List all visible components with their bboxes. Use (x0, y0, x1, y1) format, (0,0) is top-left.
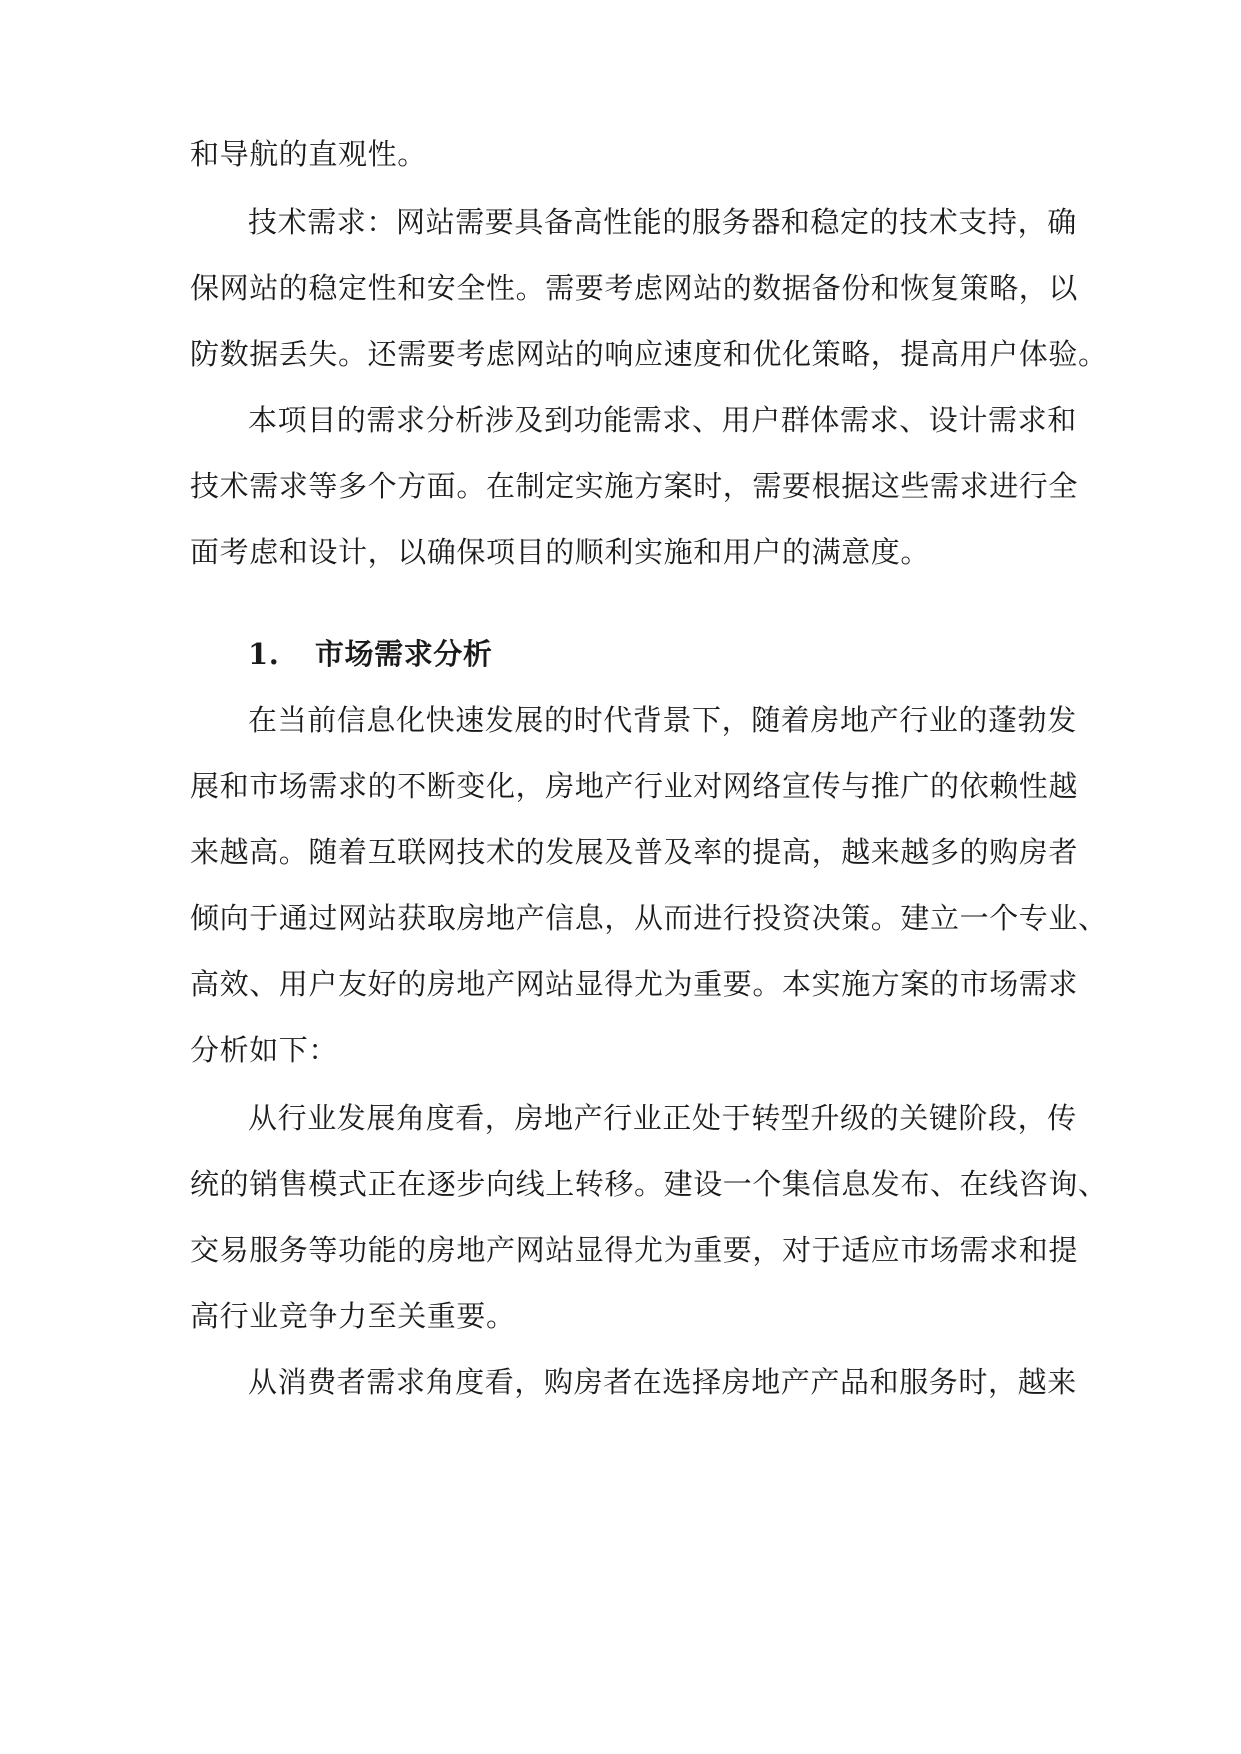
paragraph-line: 面考虑和设计，以确保项目的顺利实施和用户的满意度。 (190, 535, 931, 569)
paragraph-line: 技术需求等多个方面。在制定实施方案时，需要根据这些需求进行全 (190, 469, 1079, 503)
paragraph-line: 交易服务等功能的房地产网站显得尤为重要，对于适应市场需求和提 (190, 1233, 1079, 1267)
paragraph-line: 来越高。随着互联网技术的发展及普及率的提高，越来越多的购房者 (190, 835, 1079, 869)
section-heading (248, 634, 493, 674)
paragraph-line: 和导航的直观性。 (190, 137, 427, 171)
section-title: 市场需求分析 (314, 637, 493, 671)
paragraph-line: 高效、用户友好的房地产网站显得尤为重要。本实施方案的市场需求 (190, 967, 1079, 1001)
paragraph-line: 倾向于通过网站获取房地产信息，从而进行投资决策。建立一个专业、 (190, 901, 1108, 935)
paragraph-line: 保网站的稳定性和安全性。需要考虑网站的数据备份和恢复策略，以 (190, 271, 1079, 305)
paragraph-line: 分析如下： (190, 1033, 339, 1067)
paragraph-line: 本项目的需求分析涉及到功能需求、用户群体需求、设计需求和 (248, 403, 1077, 437)
paragraph-line: 高行业竞争力至关重要。 (190, 1299, 516, 1333)
paragraph-line: 统的销售模式正在逐步向线上转移。建设一个集信息发布、在线咨询、 (190, 1167, 1108, 1201)
paragraph-line: 从消费者需求角度看，购房者在选择房地产产品和服务时，越来 (248, 1365, 1077, 1399)
paragraph-line: 技术需求：网站需要具备高性能的服务器和稳定的技术支持，确 (248, 205, 1077, 239)
paragraph-line: 在当前信息化快速发展的时代背景下，随着房地产行业的蓬勃发 (248, 703, 1077, 737)
section-number: 1. (248, 637, 280, 671)
paragraph-line: 从行业发展角度看，房地产行业正处于转型升级的关键阶段，传 (248, 1101, 1077, 1135)
paragraph-line: 防数据丢失。还需要考虑网站的响应速度和优化策略，提高用户体验。 (190, 337, 1108, 371)
paragraph-line: 展和市场需求的不断变化，房地产行业对网络宣传与推广的依赖性越 (190, 769, 1079, 803)
